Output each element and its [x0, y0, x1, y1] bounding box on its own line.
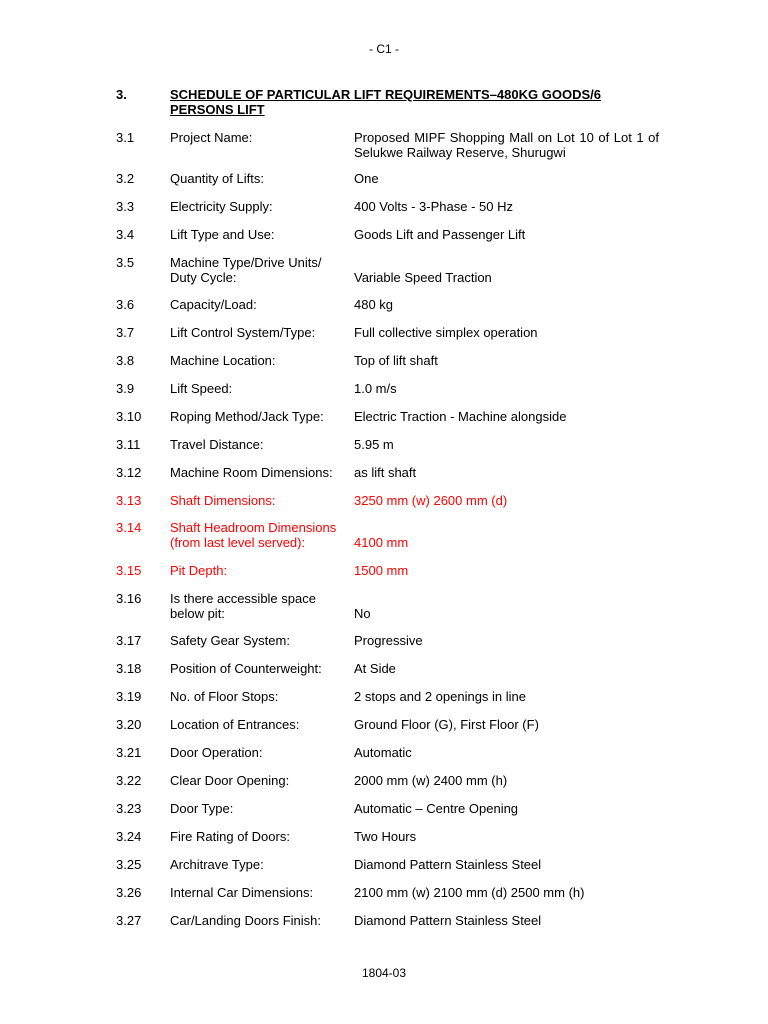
item-label: Machine Room Dimensions: — [170, 465, 333, 480]
item-number: 3.19 — [116, 689, 142, 704]
item-number: 3.17 — [116, 633, 142, 648]
section-number: 3. — [116, 87, 127, 102]
item-label: Internal Car Dimensions: — [170, 885, 314, 900]
item-value: At Side — [354, 661, 396, 676]
item-value: Automatic — [354, 745, 412, 760]
item-value: Automatic – Centre Opening — [354, 801, 519, 816]
item-number: 3.10 — [116, 409, 142, 424]
item-value: Two Hours — [354, 829, 417, 844]
item-value: as lift shaft — [354, 465, 417, 480]
item-number: 3.26 — [116, 885, 142, 900]
item-number: 3.12 — [116, 465, 142, 480]
item-number: 3.9 — [116, 381, 135, 396]
item-label: Door Type: — [170, 801, 234, 816]
item-value: 5.95 m — [354, 437, 394, 452]
item-number: 3.22 — [116, 773, 142, 788]
item-label: Is there accessible space below pit: — [170, 591, 316, 621]
item-label: Location of Entrances: — [170, 717, 300, 732]
item-value: Progressive — [354, 633, 423, 648]
item-number: 3.6 — [116, 297, 135, 312]
item-number: 3.1 — [116, 130, 135, 145]
item-value: 3250 mm (w) 2600 mm (d) — [354, 493, 508, 508]
item-label: Quantity of Lifts: — [170, 171, 264, 186]
item-value: 2000 mm (w) 2400 mm (h) — [354, 773, 508, 788]
item-number: 3.15 — [116, 563, 142, 578]
item-value: 2 stops and 2 openings in line — [354, 689, 527, 704]
item-label: Car/Landing Doors Finish: — [170, 913, 322, 928]
item-number: 3.7 — [116, 325, 135, 340]
item-number: 3.14 — [116, 520, 142, 535]
item-label: Travel Distance: — [170, 437, 264, 452]
item-value: Electric Traction - Machine alongside — [354, 409, 567, 424]
item-value: Top of lift shaft — [354, 353, 438, 368]
item-value: 4100 mm — [354, 535, 409, 550]
item-number: 3.20 — [116, 717, 142, 732]
item-label: Position of Counterweight: — [170, 661, 322, 676]
item-value: 1500 mm — [354, 563, 409, 578]
item-number: 3.24 — [116, 829, 142, 844]
page-header: - C1 - — [369, 42, 399, 56]
item-number: 3.5 — [116, 255, 135, 270]
item-label: Fire Rating of Doors: — [170, 829, 290, 844]
item-value: 1.0 m/s — [354, 381, 397, 396]
item-label: Machine Location: — [170, 353, 276, 368]
item-number: 3.3 — [116, 199, 135, 214]
item-number: 3.13 — [116, 493, 142, 508]
section-title: SCHEDULE OF PARTICULAR LIFT REQUIREMENTS–480KG GOODS/6 PERSONS LIFT — [170, 87, 601, 117]
item-number: 3.27 — [116, 913, 142, 928]
item-number: 3.4 — [116, 227, 135, 242]
item-value: 2100 mm (w) 2100 mm (d) 2500 mm (h) — [354, 885, 585, 900]
item-label: Machine Type/Drive Units/ Duty Cycle: — [170, 255, 322, 285]
item-value: Diamond Pattern Stainless Steel — [354, 857, 542, 872]
item-label: Lift Speed: — [170, 381, 233, 396]
item-label: Safety Gear System: — [170, 633, 290, 648]
item-label: Lift Control System/Type: — [170, 325, 316, 340]
item-value: Goods Lift and Passenger Lift — [354, 227, 526, 242]
item-number: 3.21 — [116, 745, 142, 760]
item-label: Architrave Type: — [170, 857, 264, 872]
item-number: 3.16 — [116, 591, 142, 606]
item-value: One — [354, 171, 379, 186]
item-label: Electricity Supply: — [170, 199, 273, 214]
page-footer: 1804-03 — [361, 966, 407, 980]
item-label: No. of Floor Stops: — [170, 689, 279, 704]
item-label: Clear Door Opening: — [170, 773, 290, 788]
item-number: 3.18 — [116, 661, 142, 676]
item-label: Shaft Dimensions: — [170, 493, 276, 508]
item-value: 480 kg — [354, 297, 394, 312]
item-number: 3.23 — [116, 801, 142, 816]
item-value: Diamond Pattern Stainless Steel — [354, 913, 542, 928]
item-value: No — [354, 606, 371, 621]
item-value: Proposed MIPF Shopping Mall on Lot 10 of Lot 1 of Selukwe Railway Reserve, Shurugwi — [354, 130, 659, 160]
item-label: Project Name: — [170, 130, 253, 145]
item-number: 3.2 — [116, 171, 135, 186]
item-label: Lift Type and Use: — [170, 227, 275, 242]
item-label: Capacity/Load: — [170, 297, 257, 312]
item-number: 3.25 — [116, 857, 142, 872]
item-value: 400 Volts - 3-Phase - 50 Hz — [354, 199, 513, 214]
item-label: Shaft Headroom Dimensions (from last level served): — [170, 520, 337, 550]
item-label: Roping Method/Jack Type: — [170, 409, 324, 424]
item-value: Ground Floor (G), First Floor (F) — [354, 717, 539, 732]
item-number: 3.8 — [116, 353, 135, 368]
item-value: Full collective simplex operation — [354, 325, 538, 340]
item-number: 3.11 — [116, 437, 141, 452]
item-value: Variable Speed Traction — [354, 270, 492, 285]
item-label: Door Operation: — [170, 745, 263, 760]
item-label: Pit Depth: — [170, 563, 228, 578]
